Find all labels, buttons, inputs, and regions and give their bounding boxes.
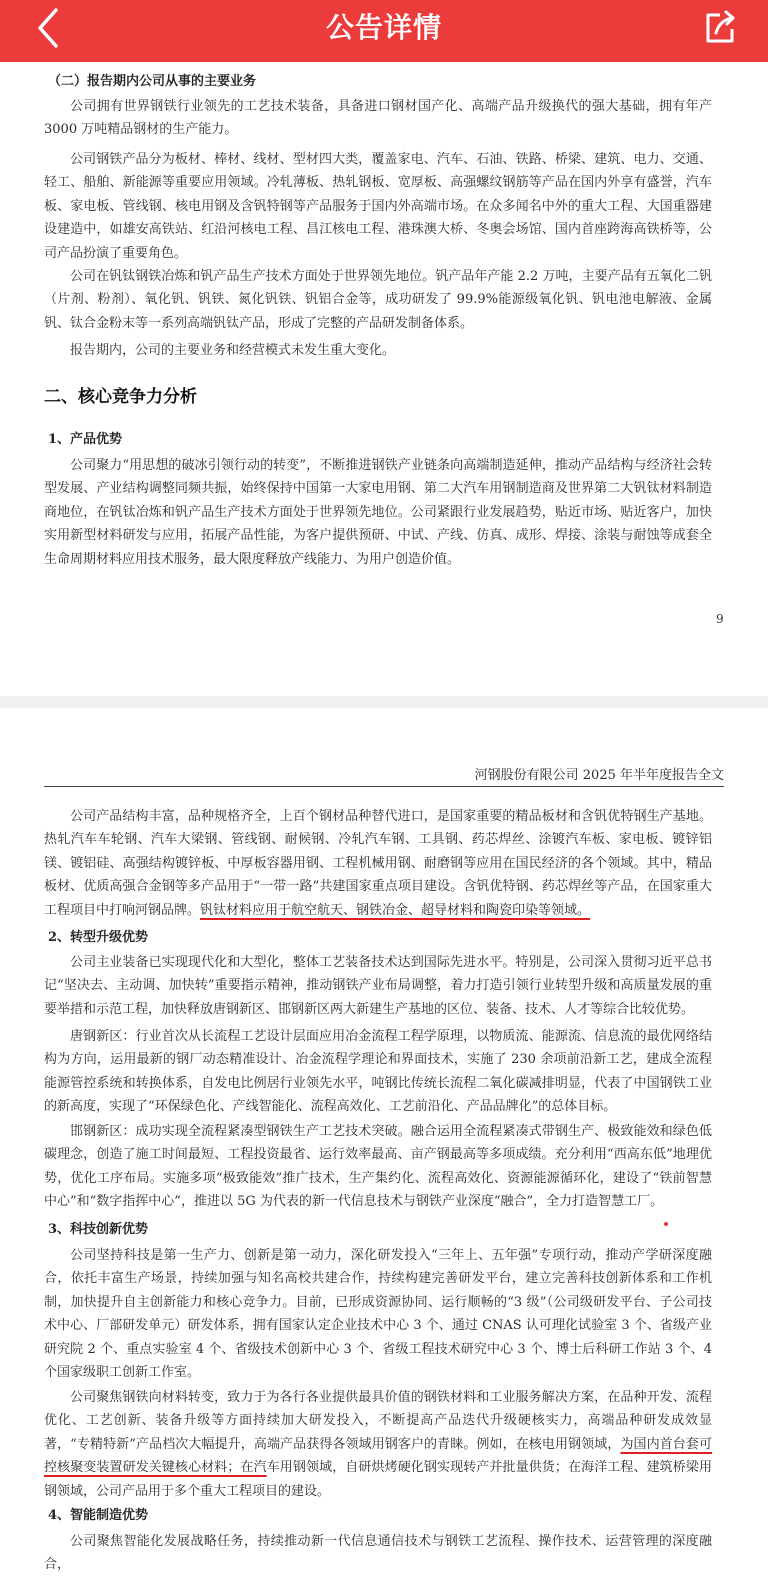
paragraph-text: 车用钢领域，自研烘烤硬化钢实现转产并批量供货；在海洋工程、建筑桥梁用钢领域，公司产品用于多个重大工程项目的建设。 — [44, 1460, 712, 1499]
document-page-9 — [0, 62, 768, 696]
paragraph-material-transformation — [44, 1386, 712, 1503]
paragraph: 公司主业装备已实现现代化和大型化，整体工艺装备技术达到国际先进水平。特别是，公司深入贯彻习近平总书记“坚决去、主动调、加快转”重要指示精神，推动钢铁产业布局调整，着力打造引领行业转型升级和高质量发展的重要举措和示范工程，加快释放唐钢新区、邯钢新区两大新建生产基地的区位、装备、技术、人才等综合比较优势。 — [44, 955, 712, 1017]
share-button[interactable] — [700, 7, 740, 47]
paragraph-text: 公司产品结构丰富，品种规格齐全，上百个钢材品种替代进口，是国家重要的精品板材和含钒优特钢生产基地。热轧汽车车轮钢、汽车大梁钢、管线钢、耐候钢、冷轧汽车钢、工具钢、药芯焊丝、涂镀汽车板、家电板、镀锌铝镁、镀铝硅、高强结构镀锌板、中厚板容器用钢、工程机械用钢、耐磨钢等应用在国民经济的各个领域。其中，精品板材、优质高强合金钢等多产品用于“一带一路”共建国家重点项目建设。含钒优特钢、药芯焊丝等产品，在国家重大工程项目中打响河钢品牌。 — [44, 809, 712, 918]
section-heading-main-business: （二）报告期内公司从事的主要业务 — [48, 74, 257, 89]
paragraph: 唐钢新区：行业首次从长流程工艺设计层面应用冶金流程工程学原理，以物质流、能源流、信息流的最优网络结构为方向，运用最新的钢厂动态精准设计、冶金流程学理论和界面技术，实施了 230 余项前沿新工艺，建成全流程能源管控系统和转换体系，自发电比例居行业领先水平，吨钢比传统长流程二氧化碳减排明显，代表了中国钢铁工业的新高度，实现了“环保绿色化、产线智能化、流程高效化、工艺前沿化、产品品牌化”的总体目标。 — [44, 1029, 712, 1115]
page-number: 9 — [716, 612, 724, 626]
red-underlined-annotation: 为国内首台套可控核聚变装置研发关键核心材料；在汽 — [44, 1436, 712, 1476]
paragraph: 公司坚持科技是第一生产力、创新是第一动力，深化研发投入“三年上、五年强”专项行动，推动产学研深度融合，依托丰富生产场景，持续加强与知名高校共建合作，持续构建完善研发平台，建立完善科技创新体系和工作机制，加快提升自主创新能力和核心竞争力。目前，已形成资源协同、运行顺畅的“3 级”（公司级研发平台、子公司技术中心、厂部研发单元）研发体系，拥有国家认定企业技术中心 3 个、通过 CNAS 认可理化试验室 3 个、省级产业研究院 2 个、重点实验室 4 个、省级技术创新中心 3 个、省级工程技术研究中心 3 个、博士后科研工作站 3 个、4 个国家级职工创新工作室。 — [44, 1248, 712, 1381]
chapter-heading-core-competitiveness: 二、核心竞争力分析 — [44, 387, 197, 407]
section-heading-product-advantage: 1、产品优势 — [48, 432, 123, 447]
paragraph: 报告期内，公司的主要业务和经营模式未发生重大变化。 — [70, 343, 396, 358]
page-separator — [0, 696, 768, 708]
red-underlined-annotation: 钒钛材料应用于航空航天、钢铁冶金、超导材料和陶瓷印染等领域。 — [200, 902, 591, 918]
section-heading-tech-innovation: 3、科技创新优势 — [48, 1222, 149, 1237]
paragraph: 公司聚力“用思想的破冰引领行动的转变”，不断推进钢铁产业链条向高端制造延伸，推动产品结构与经济社会转型发展、产业结构调整同频共振，始终保持中国第一大家电用钢、第二大汽车用钢制造商及世界第二大钒钛材料制造商地位，在钒钛冶炼和钒产品生产技术方面处于世界领先地位。公司紧跟行业发展趋势，贴近市场、贴近客户，加快实用新型材料研发与应用，拓展产品性能，为客户提供预研、中试、产线、仿真、成形、焊接、涂装与耐蚀等成套全生命周期材料应用技术服务，最大限度释放产线能力、为用户创造价值。 — [44, 458, 712, 567]
paragraph: 公司拥有世界钢铁行业领先的工艺技术装备，具备进口钢材国产化、高端产品升级换代的强大基础，拥有年产 3000 万吨精品钢材的生产能力。 — [44, 99, 712, 138]
paragraph-text: 公司聚焦钢铁向材料转变，致力于为各行各业提供最具价值的钢铁材料和工业服务解决方案，在品种开发、流程优化、工艺创新、装备升级等方面持续加大研发投入，不断提高产品迭代升级硬核实力，高端品种研发成效显著，“专精特新”产品档次大幅提升，高端产品获得各领域用钢客户的青睐。例如，在核电用钢领域， — [44, 1390, 712, 1452]
running-header: 河钢股份有限公司 2025 年半年度报告全文 — [44, 764, 724, 787]
paragraph: 公司在钒钛钢铁冶炼和钒产品生产技术方面处于世界领先地位。钒产品年产能 2.2 万吨，主要产品有五氧化二钒（片剂、粉剂）、氧化钒、钒铁、氮化钒铁、钒铝合金等，成功研发了 99.9%能源级氧化钒、钒电池电解液、金属钒、钛合金粉末等一系列高端钒钛产品，形成了完整的产品研发制备体系。 — [44, 269, 712, 331]
share-icon — [700, 7, 740, 47]
paragraph: 公司聚焦智能化发展战略任务，持续推动新一代信息通信技术与钢铁工艺流程、操作技术、运营管理的深度融合， — [44, 1534, 712, 1573]
document-page-10 — [0, 708, 768, 1573]
page-title: 公告详情 — [325, 11, 442, 44]
section-heading-smart-manufacturing: 4、智能制造优势 — [48, 1508, 149, 1523]
red-annotation-dot — [664, 1222, 668, 1226]
paragraph: 公司钢铁产品分为板材、棒材、线材、型材四大类，覆盖家电、汽车、石油、铁路、桥梁、建筑、电力、交通、轻工、船舶、新能源等重要应用领域。冷轧薄板、热轧钢板、宽厚板、高强螺纹钢筋等产品在国内外享有盛誉，汽车板、家电板、管线钢、核电用钢及含钒特钢等产品服务于国内外高端市场。在众多闻名中外的重大工程、大国重器建设建造中，如雄安高铁站、红沿河核电工程、昌江核电工程、港珠澳大桥、冬奥会场馆、国内首座跨海高铁桥等，公司产品扮演了重要角色。 — [44, 152, 712, 261]
paragraph-product-structure — [44, 805, 712, 922]
top-bar — [0, 0, 768, 62]
section-heading-transformation: 2、转型升级优势 — [48, 930, 149, 945]
paragraph: 邯钢新区：成功实现全流程紧凑型钢铁生产工艺技术突破。融合运用全流程紧凑式带钢生产、极致能效和绿色低碳理念，创造了施工时间最短、工程投资最省、运行效率最高、亩产钢最高等多项成绩。充分利用“西高东低”地理优势，优化工序布局。实施多项“极致能效”推广技术，生产集约化、流程高效化、资源能源循环化，建设了“铁前智慧中心”和“数字指挥中心”，推进以 5G 为代表的新一代信息技术与钢铁产业深度“融合”，全力打造智慧工厂。 — [44, 1124, 712, 1210]
